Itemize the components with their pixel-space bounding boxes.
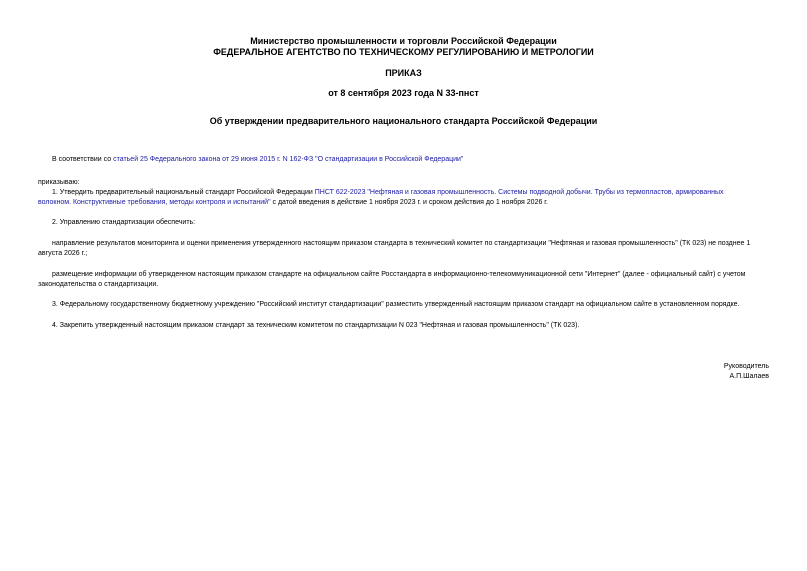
item-3: 3. Федеральному государственному бюджетному учреждению "Российский институт стандартизации" разместить утвержденный настоящим приказом стандарт на официальном сайте в установленном порядке. <box>52 301 740 308</box>
item-2: 2. Управлению стандартизации обеспечить: <box>52 219 196 226</box>
signature-position: Руководитель <box>723 363 769 370</box>
item-4: 4. Закрепить утвержденный настоящим приказом стандарт за техническим комитетом по стандартизации N 023 "Нефтяная и газовая промышленность" (ТК 023). <box>52 322 580 329</box>
ministry-name: Министерство промышленности и торговли Российской Федерации <box>250 36 557 46</box>
signature-name: А.П.Шалаев <box>729 373 769 380</box>
order-word: приказываю: <box>38 179 80 186</box>
item-1-suffix: с датой введения в действие 1 ноября 2023 г. и сроком действия до 1 ноября 2026 г. <box>270 199 548 206</box>
item-2a-line-1: направление результатов мониторинга и оценки применения утвержденного настоящим приказом стандарта в технический комитет по стандартизации "Нефтяная и газовая промышленность" (ТК 023) не позднее 1 <box>52 240 751 247</box>
federal-law-link[interactable]: статьей 25 Федерального закона от 29 июня 2015 г. N 162-ФЗ "О стандартизации в Российской Федерации" <box>113 156 464 163</box>
intro-paragraph <box>52 155 463 165</box>
agency-name: ФЕДЕРАЛЬНОЕ АГЕНТСТВО ПО ТЕХНИЧЕСКОМУ РЕГУЛИРОВАНИЮ И МЕТРОЛОГИИ <box>213 47 594 57</box>
document-date-number: от 8 сентября 2023 года N 33-пнст <box>328 88 479 98</box>
item-2b-line-1: размещение информации об утвержденном настоящим приказом стандарте на официальном сайте Росстандарта в информационно-телекоммуникационной сети "Интернет" (далее - официальный сайт) с учетом <box>52 271 746 278</box>
intro-prefix: В соответствии со <box>52 156 114 163</box>
item-1-prefix: 1. Утвердить предварительный национальный стандарт Российской Федерации <box>52 189 315 196</box>
document-type: ПРИКАЗ <box>385 68 422 78</box>
standard-link-part-1[interactable]: ПНСТ 622-2023 "Нефтяная и газовая промышленность. Системы подводной добычи. Трубы из термопластов, армированных <box>314 189 724 196</box>
standard-link-part-2[interactable]: волокном. Конструктивные требования, методы контроля и испытаний" <box>38 199 271 206</box>
document-title: Об утверждении предварительного национального стандарта Российской Федерации <box>209 116 598 126</box>
item-1-line-1 <box>52 188 770 198</box>
item-2b-line-2: законодательства о стандартизации. <box>38 281 159 288</box>
item-2a-line-2: августа 2026 г.; <box>38 250 88 257</box>
item-1-line-2 <box>38 198 548 208</box>
